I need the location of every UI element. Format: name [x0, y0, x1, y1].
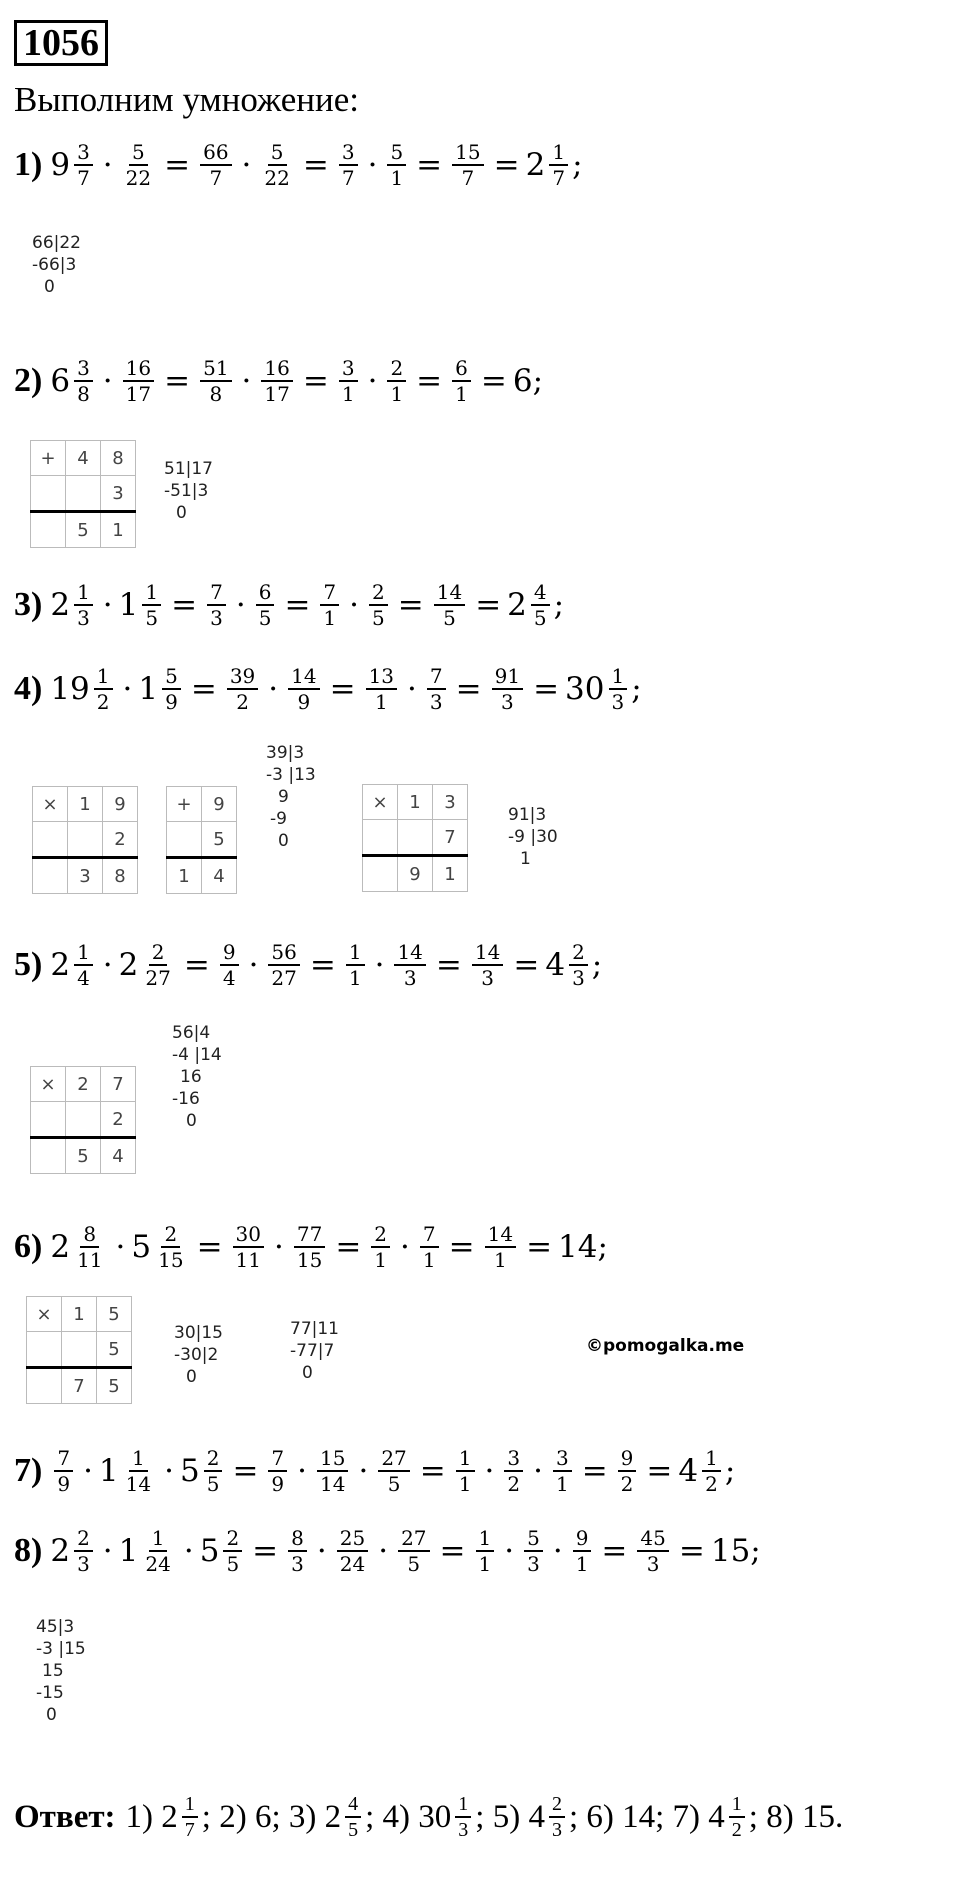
fraction: $\frac{1}{1}$ — [476, 1526, 495, 1576]
fraction: $\frac{1}{2}$ — [729, 1792, 745, 1842]
dot-operator: · — [241, 363, 252, 399]
step-8 — [14, 1526, 761, 1576]
step-3 — [14, 580, 564, 630]
result: 14 — [558, 1229, 598, 1265]
fraction: $\frac{51}{8}$ — [200, 356, 231, 406]
equals-sign: = — [678, 1533, 705, 1569]
fraction: $\frac{7}{3}$ — [207, 580, 226, 630]
fraction: $\frac{14}{5}$ — [434, 580, 465, 630]
answer-part: ; 4) 30 — [365, 1798, 452, 1835]
semicolon: ; — [532, 363, 544, 399]
intro-text: Выполним умножение: — [14, 80, 359, 119]
long-division-4b: 91|3 -9 |30 1 — [508, 805, 558, 869]
equals-sign: = — [646, 1453, 673, 1489]
dot-operator: · — [297, 1453, 308, 1489]
semicolon: ; — [597, 1229, 608, 1265]
fraction: $\frac{5}{22}$ — [125, 140, 152, 190]
fraction: $\frac{2}{1}$ — [371, 1222, 390, 1272]
fraction: $\frac{2}{5}$ — [369, 580, 388, 630]
fraction: $\frac{3}{7}$ — [74, 140, 93, 190]
fraction: $\frac{4}{5}$ — [531, 580, 550, 630]
dot-operator: · — [122, 671, 133, 707]
column-addition-2: + 4 8 3 5 1 — [30, 440, 136, 548]
whole-part: 1 — [138, 671, 159, 707]
step-4 — [14, 664, 642, 714]
fraction: $\frac{56}{27}$ — [268, 940, 299, 990]
fraction: $\frac{1}{1}$ — [346, 940, 365, 990]
whole-part: 9 — [50, 147, 71, 183]
fraction: $\frac{1}{14}$ — [125, 1446, 152, 1496]
step-6 — [14, 1222, 608, 1272]
equals-sign: = — [533, 671, 560, 707]
fraction: $\frac{39}{2}$ — [227, 664, 258, 714]
whole-part: 4 — [545, 947, 566, 983]
equals-sign: = — [309, 947, 336, 983]
dot-operator: · — [274, 1229, 284, 1265]
fraction: $\frac{1}{1}$ — [456, 1446, 475, 1496]
dot-operator: · — [102, 1533, 113, 1569]
step-number: 3) — [14, 586, 43, 623]
fraction: $\frac{1}{5}$ — [142, 580, 161, 630]
whole-part: 19 — [50, 671, 90, 707]
equals-sign: = — [284, 587, 311, 623]
fraction: $\frac{27}{5}$ — [398, 1526, 429, 1576]
dot-operator: · — [102, 587, 113, 623]
fraction: $\frac{9}{4}$ — [220, 940, 239, 990]
answer-line — [14, 1792, 843, 1842]
fraction: $\frac{3}{2}$ — [504, 1446, 523, 1496]
fraction: $\frac{2}{1}$ — [387, 356, 406, 406]
dot-operator: · — [183, 1533, 194, 1569]
dot-operator: · — [115, 1229, 126, 1265]
fraction: $\frac{1}{7}$ — [182, 1792, 198, 1842]
fraction: $\frac{3}{8}$ — [74, 356, 93, 406]
whole-part: 5 — [131, 1229, 152, 1265]
dot-operator: · — [374, 947, 385, 983]
fraction: $\frac{2}{3}$ — [569, 940, 588, 990]
step-number: 5) — [14, 946, 43, 983]
result: 15 — [710, 1533, 751, 1569]
fraction: $\frac{15}{14}$ — [317, 1446, 348, 1496]
dot-operator: · — [367, 363, 378, 399]
fraction: $\frac{7}{1}$ — [320, 580, 339, 630]
dot-operator: · — [316, 1533, 327, 1569]
long-division-5: 56|4 -4 |14 16 -16 0 — [172, 1023, 222, 1131]
result: 6 — [512, 363, 533, 399]
fraction: $\frac{14}{3}$ — [472, 940, 503, 990]
equals-sign: = — [232, 1453, 259, 1489]
equals-sign: = — [190, 671, 217, 707]
fraction: $\frac{66}{7}$ — [200, 140, 231, 190]
whole-part: 2 — [50, 1533, 71, 1569]
long-division-4a: 39|3 -3 |13 9 -9 0 — [266, 743, 316, 851]
fraction: $\frac{8}{3}$ — [288, 1526, 307, 1576]
fraction: $\frac{1}{2}$ — [702, 1446, 721, 1496]
fraction: $\frac{13}{1}$ — [366, 664, 397, 714]
equals-sign: = — [183, 947, 210, 983]
whole-part: 4 — [678, 1453, 699, 1489]
whole-part: 2 — [50, 1229, 71, 1265]
fraction: $\frac{14}{9}$ — [288, 664, 319, 714]
fraction: $\frac{6}{5}$ — [256, 580, 275, 630]
column-multiplication-4a: × 1 9 2 3 8 — [32, 786, 138, 894]
equals-sign: = — [526, 1229, 553, 1265]
whole-part: 2 — [118, 947, 139, 983]
answer-part: ; 2) 6; 3) 2 — [201, 1798, 342, 1835]
equals-sign: = — [397, 587, 424, 623]
fraction: $\frac{2}{15}$ — [158, 1222, 184, 1272]
fraction: $\frac{15}{7}$ — [452, 140, 483, 190]
equals-sign: = — [171, 587, 198, 623]
equals-sign: = — [475, 587, 502, 623]
fraction: $\frac{91}{3}$ — [492, 664, 523, 714]
answer-part: 1) 2 — [125, 1798, 178, 1835]
equals-sign: = — [448, 1229, 475, 1265]
watermark: ©pomogalka.me — [586, 1336, 745, 1356]
whole-part: 5 — [179, 1453, 200, 1489]
fraction: $\frac{1}{2}$ — [94, 664, 113, 714]
fraction: $\frac{2}{3}$ — [74, 1526, 93, 1576]
dot-operator: · — [400, 1229, 410, 1265]
dot-operator: · — [358, 1453, 369, 1489]
equals-sign: = — [164, 147, 191, 183]
equals-sign: = — [601, 1533, 628, 1569]
equals-sign: = — [416, 147, 443, 183]
dot-operator: · — [102, 947, 113, 983]
dot-operator: · — [164, 1453, 174, 1489]
dot-operator: · — [378, 1533, 389, 1569]
dot-operator: · — [484, 1453, 495, 1489]
whole-part: 2 — [507, 587, 527, 623]
fraction: $\frac{2}{5}$ — [204, 1446, 223, 1496]
step-number: 4) — [14, 670, 43, 707]
fraction: $\frac{27}{5}$ — [378, 1446, 409, 1496]
equals-sign: = — [196, 1229, 223, 1265]
fraction: $\frac{3}{1}$ — [553, 1446, 572, 1496]
fraction: $\frac{5}{3}$ — [524, 1526, 543, 1576]
whole-part: 5 — [199, 1533, 220, 1569]
fraction: $\frac{2}{27}$ — [145, 940, 171, 990]
whole-part: 1 — [118, 1533, 139, 1569]
fraction: $\frac{8}{11}$ — [77, 1222, 103, 1272]
semicolon: ; — [553, 587, 565, 623]
equals-sign: = — [419, 1453, 446, 1489]
fraction: $\frac{14}{1}$ — [485, 1222, 516, 1272]
equals-sign: = — [439, 1533, 466, 1569]
fraction: $\frac{77}{15}$ — [294, 1222, 325, 1272]
step-number: 2) — [14, 362, 43, 399]
fraction: $\frac{5}{9}$ — [162, 664, 181, 714]
whole-part: 1 — [98, 1453, 119, 1489]
fraction: $\frac{1}{3}$ — [74, 580, 93, 630]
fraction: $\frac{16}{17}$ — [261, 356, 292, 406]
fraction: $\frac{1}{3}$ — [455, 1792, 471, 1842]
equals-sign: = — [335, 1229, 362, 1265]
equals-sign: = — [455, 671, 482, 707]
equals-sign: = — [302, 363, 329, 399]
equals-sign: = — [252, 1533, 279, 1569]
column-multiplication-4c: × 1 3 7 9 1 — [362, 784, 468, 892]
fraction: $\frac{9}{2}$ — [618, 1446, 637, 1496]
long-division-6b: 77|11 -77|7 0 — [290, 1319, 339, 1383]
semicolon: ; — [591, 947, 603, 983]
dot-operator: · — [367, 147, 378, 183]
dot-operator: · — [533, 1453, 543, 1489]
fraction: $\frac{6}{1}$ — [452, 356, 471, 406]
dot-operator: · — [552, 1533, 563, 1569]
long-division-6a: 30|15 -30|2 0 — [174, 1323, 223, 1387]
step-1 — [14, 140, 583, 190]
fraction: $\frac{5}{22}$ — [264, 140, 290, 190]
fraction: $\frac{1}{3}$ — [609, 664, 628, 714]
step-number: 7) — [14, 1452, 43, 1489]
column-multiplication-5: × 2 7 2 5 4 — [30, 1066, 136, 1174]
semicolon: ; — [724, 1453, 736, 1489]
semicolon: ; — [572, 147, 583, 183]
whole-part: 2 — [50, 947, 71, 983]
equals-sign: = — [480, 363, 507, 399]
fraction: $\frac{1}{4}$ — [74, 940, 93, 990]
step-5 — [14, 940, 602, 990]
semicolon: ; — [750, 1533, 761, 1569]
fraction: $\frac{5}{1}$ — [387, 140, 406, 190]
dot-operator: · — [349, 587, 360, 623]
fraction: $\frac{14}{3}$ — [394, 940, 425, 990]
task-number: 1056 — [14, 20, 108, 66]
dot-operator: · — [407, 671, 417, 707]
step-7 — [14, 1446, 735, 1496]
dot-operator: · — [504, 1533, 515, 1569]
answer-label: Ответ: — [14, 1798, 116, 1835]
dot-operator: · — [248, 947, 259, 983]
fraction: $\frac{3}{1}$ — [339, 356, 358, 406]
step-2 — [14, 356, 543, 406]
answer-part: ; 5) 4 — [475, 1798, 545, 1835]
dot-operator: · — [83, 1453, 93, 1489]
whole-part: 30 — [565, 671, 605, 707]
answer-part: ; 6) 14; 7) 4 — [568, 1798, 725, 1835]
fraction: $\frac{1}{24}$ — [145, 1526, 171, 1576]
whole-part: 2 — [525, 147, 546, 183]
fraction: $\frac{7}{9}$ — [54, 1446, 73, 1496]
answer-part: ; 8) 15. — [748, 1798, 844, 1835]
fraction: $\frac{2}{3}$ — [549, 1792, 565, 1842]
fraction: $\frac{3}{7}$ — [339, 140, 358, 190]
long-division-2: 51|17 -51|3 0 — [164, 459, 213, 523]
equals-sign: = — [493, 147, 520, 183]
equals-sign: = — [581, 1453, 608, 1489]
dot-operator: · — [241, 147, 252, 183]
whole-part: 1 — [118, 587, 139, 623]
fraction: $\frac{45}{3}$ — [637, 1526, 668, 1576]
fraction: $\frac{7}{3}$ — [427, 664, 446, 714]
equals-sign: = — [513, 947, 540, 983]
fraction: $\frac{30}{11}$ — [233, 1222, 264, 1272]
equals-sign: = — [302, 147, 329, 183]
whole-part: 2 — [50, 587, 71, 623]
step-number: 8) — [14, 1532, 43, 1569]
dot-operator: · — [268, 671, 279, 707]
fraction: $\frac{16}{17}$ — [123, 356, 154, 406]
fraction: $\frac{1}{7}$ — [549, 140, 568, 190]
fraction: $\frac{25}{24}$ — [337, 1526, 368, 1576]
step-number: 1) — [14, 146, 43, 183]
fraction: $\frac{7}{1}$ — [420, 1222, 439, 1272]
equals-sign: = — [164, 363, 191, 399]
dot-operator: · — [102, 147, 113, 183]
dot-operator: · — [102, 363, 113, 399]
fraction: $\frac{4}{5}$ — [345, 1792, 361, 1842]
column-multiplication-6: × 1 5 5 7 5 — [26, 1296, 132, 1404]
equals-sign: = — [416, 363, 443, 399]
long-division-8: 45|3 -3 |15 15 -15 0 — [36, 1617, 86, 1725]
dot-operator: · — [235, 587, 246, 623]
long-division-1: 66|22 -66|3 0 — [32, 233, 81, 297]
fraction: $\frac{9}{1}$ — [573, 1526, 592, 1576]
semicolon: ; — [631, 671, 642, 707]
fraction: $\frac{2}{5}$ — [223, 1526, 242, 1576]
whole-part: 6 — [50, 363, 71, 399]
fraction: $\frac{7}{9}$ — [268, 1446, 287, 1496]
equals-sign: = — [329, 671, 356, 707]
equals-sign: = — [435, 947, 462, 983]
step-number: 6) — [14, 1228, 43, 1265]
column-addition-4b: + 9 5 1 4 — [166, 786, 237, 894]
